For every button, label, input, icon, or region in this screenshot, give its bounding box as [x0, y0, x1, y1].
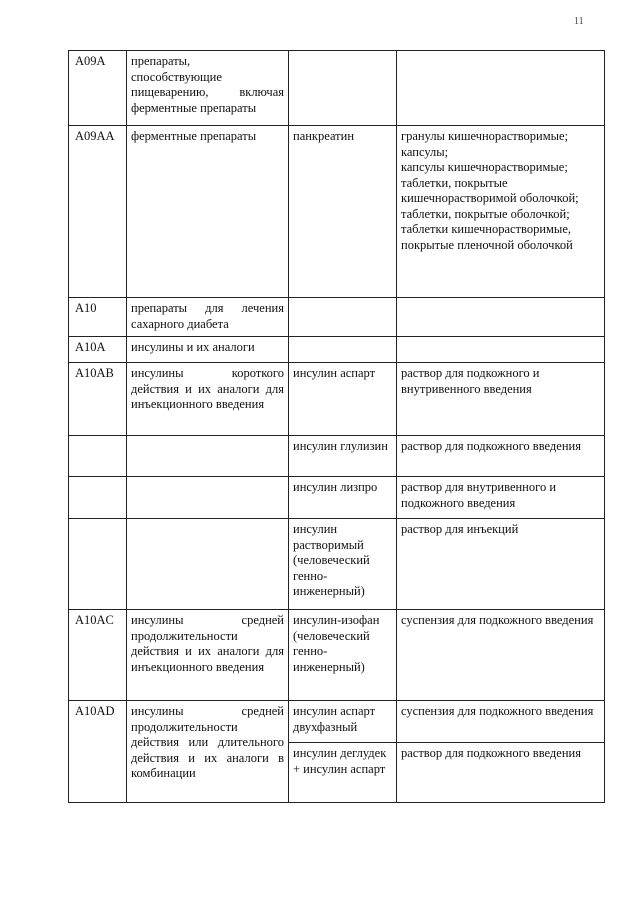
atc-code-cell: A10AD: [69, 701, 127, 803]
pharmacological-group-cell: [127, 519, 289, 610]
table-row: [69, 337, 605, 363]
pharmacological-group-cell: инсулины средней продолжительности действия или длительного действия и их аналоги в комбинации: [127, 701, 289, 803]
drug-name-cell: [289, 51, 397, 126]
drug-name-cell: инсулин аспарт двухфазный: [289, 701, 397, 743]
atc-code-cell: A09A: [69, 51, 127, 126]
table-row: [69, 126, 605, 298]
dosage-form-cell: раствор для внутривенного и подкожного введения: [397, 477, 605, 519]
drug-name-cell: инсулин лизпро: [289, 477, 397, 519]
pharmacological-group-cell: ферментные препараты: [127, 126, 289, 298]
pharmacological-group-cell: [127, 477, 289, 519]
dosage-form-cell: раствор для подкожного введения: [397, 743, 605, 803]
table-row: [69, 477, 605, 519]
atc-code-cell: A10AB: [69, 363, 127, 436]
dosage-form-cell: суспензия для подкожного введения: [397, 701, 605, 743]
dosage-form-cell: [397, 51, 605, 126]
atc-code-cell: [69, 477, 127, 519]
atc-code-cell: A09AA: [69, 126, 127, 298]
atc-code-cell: A10A: [69, 337, 127, 363]
dosage-form-cell: гранулы кишечнорастворимые; капсулы; капсулы кишечнорастворимые; таблетки, покрытые кишечнорастворимой оболочкой; таблетки, покрытые оболочкой; таблетки кишечнорастворимые, покрытые пленочной оболочкой: [397, 126, 605, 298]
pharmacological-group-cell: [127, 436, 289, 477]
drug-name-cell: инсулин глулизин: [289, 436, 397, 477]
drug-name-cell: инсулин деглудек + инсулин аспарт: [289, 743, 397, 803]
dosage-form-cell: [397, 337, 605, 363]
page-number: 11: [574, 16, 584, 27]
dosage-form-cell: раствор для инъекций: [397, 519, 605, 610]
pharmacological-group-cell: препараты, способствующие пищеварению, включая ферментные препараты: [127, 51, 289, 126]
drug-name-cell: [289, 298, 397, 337]
atc-code-cell: [69, 436, 127, 477]
drug-name-cell: инсулин аспарт: [289, 363, 397, 436]
table-row: [69, 701, 605, 743]
table-row: [69, 298, 605, 337]
dosage-form-cell: раствор для подкожного введения: [397, 436, 605, 477]
table-row: [69, 363, 605, 436]
pharmacological-group-cell: инсулины и их аналоги: [127, 337, 289, 363]
pharmacological-group-cell: инсулины средней продолжительности действия и их аналоги для инъекционного введения: [127, 610, 289, 701]
atc-code-cell: A10: [69, 298, 127, 337]
dosage-form-cell: [397, 298, 605, 337]
table-row: [69, 436, 605, 477]
table-row: [69, 519, 605, 610]
pharmacological-group-cell: инсулины короткого действия и их аналоги для инъекционного введения: [127, 363, 289, 436]
drug-name-cell: панкреатин: [289, 126, 397, 298]
drug-name-cell: инсулин-изофан (человеческий генно-инженерный): [289, 610, 397, 701]
atc-code-cell: [69, 519, 127, 610]
drug-name-cell: [289, 337, 397, 363]
pharmacological-group-cell: препараты для лечения сахарного диабета: [127, 298, 289, 337]
atc-code-cell: A10AC: [69, 610, 127, 701]
dosage-form-cell: раствор для подкожного и внутривенного введения: [397, 363, 605, 436]
drug-table: [68, 50, 605, 803]
table-row: [69, 610, 605, 701]
drug-name-cell: инсулин растворимый (человеческий генно-инженерный): [289, 519, 397, 610]
dosage-form-cell: суспензия для подкожного введения: [397, 610, 605, 701]
table-row: [69, 51, 605, 126]
